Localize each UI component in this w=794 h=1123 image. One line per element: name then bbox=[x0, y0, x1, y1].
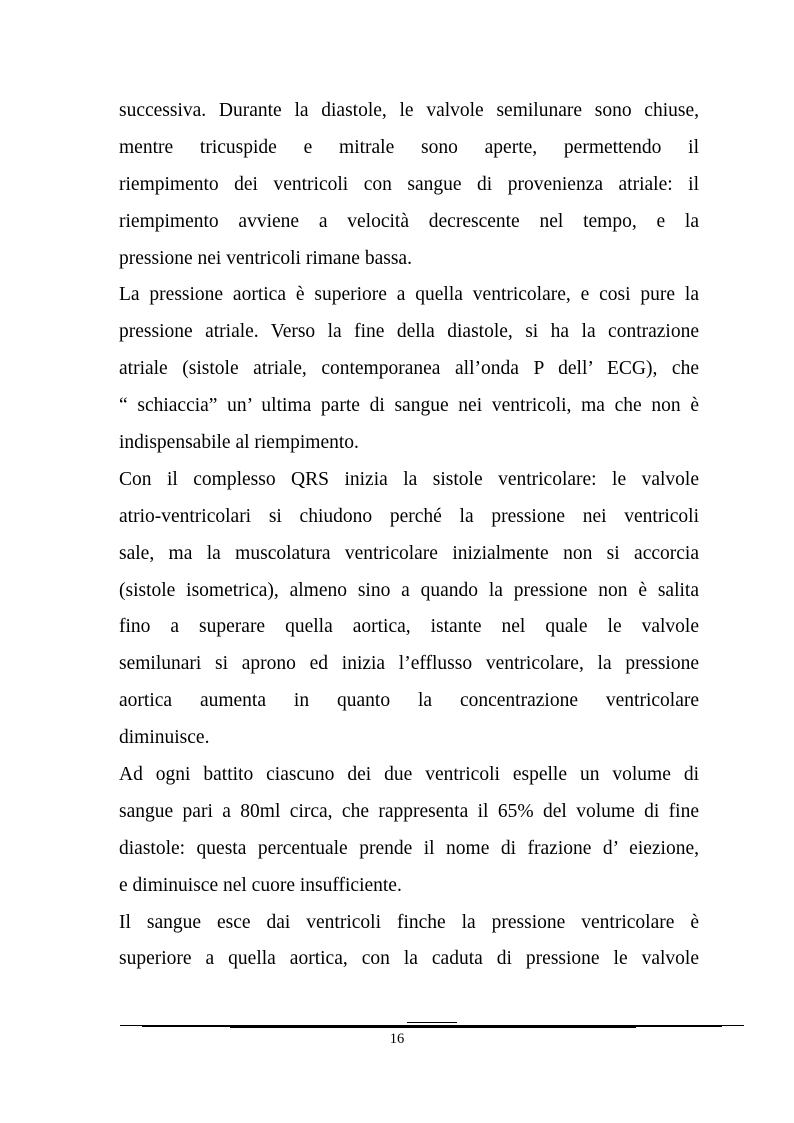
text-line: e diminuisce nel cuore insufficiente. bbox=[119, 874, 402, 896]
text-line: mentre tricuspide e mitrale sono aperte, permettendo il bbox=[119, 136, 699, 158]
text-line: Con il complesso QRS inizia la sistole ventricolare: le valvole bbox=[119, 468, 699, 490]
text-line: Ad ogni battito ciascuno dei due ventricoli espelle un volume di bbox=[119, 764, 699, 786]
footer-rule-center bbox=[230, 1026, 636, 1028]
text-line: diminuisce. bbox=[119, 727, 210, 749]
text-line: (sistole isometrica), almeno sino a quando la pressione non è salita bbox=[119, 579, 699, 601]
text-line: superiore a quella aortica, con la caduta di pressione le valvole bbox=[119, 948, 699, 970]
text-line: sale, ma la muscolatura ventricolare inizialmente non si accorcia bbox=[119, 542, 699, 564]
body-text bbox=[119, 93, 699, 978]
text-line: pressione nei ventricoli rimane bassa. bbox=[119, 247, 412, 269]
text-line: sangue pari a 80ml circa, che rappresenta il 65% del volume di fine bbox=[119, 800, 699, 822]
text-line: Il sangue esce dai ventricoli finche la pressione ventricolare è bbox=[119, 911, 699, 933]
text-line: pressione atriale. Verso la fine della diastole, si ha la contrazione bbox=[119, 321, 699, 343]
text-line: aortica aumenta in quanto la concentrazione ventricolare bbox=[119, 690, 699, 712]
text-line: indispensabile al riempimento. bbox=[119, 432, 359, 454]
text-line: fino a superare quella aortica, istante nel quale le valvole bbox=[119, 616, 699, 638]
page-number: 16 bbox=[389, 1031, 405, 1047]
text-line: La pressione aortica è superiore a quella ventricolare, e cosi pure la bbox=[119, 284, 699, 306]
footer-rule-top bbox=[407, 1022, 457, 1023]
text-line: successiva. Durante la diastole, le valvole semilunare sono chiuse, bbox=[119, 100, 699, 121]
text-line: riempimento dei ventricoli con sangue di provenienza atriale: il bbox=[119, 173, 699, 195]
text-line: atriale (sistole atriale, contemporanea all’onda P dell’ ECG), che bbox=[119, 358, 699, 380]
text-line: “ schiaccia” un’ ultima parte di sangue nei ventricoli, ma che non è bbox=[119, 395, 699, 417]
text-line: atrio-ventricolari si chiudono perché la pressione nei ventricoli bbox=[119, 505, 699, 527]
text-line: riempimento avviene a velocità decrescente nel tempo, e la bbox=[119, 210, 699, 232]
text-line: diastole: questa percentuale prende il nome di frazione d’ eiezione, bbox=[119, 837, 699, 859]
text-line: semilunari si aprono ed inizia l’efflusso ventricolare, la pressione bbox=[119, 653, 699, 675]
